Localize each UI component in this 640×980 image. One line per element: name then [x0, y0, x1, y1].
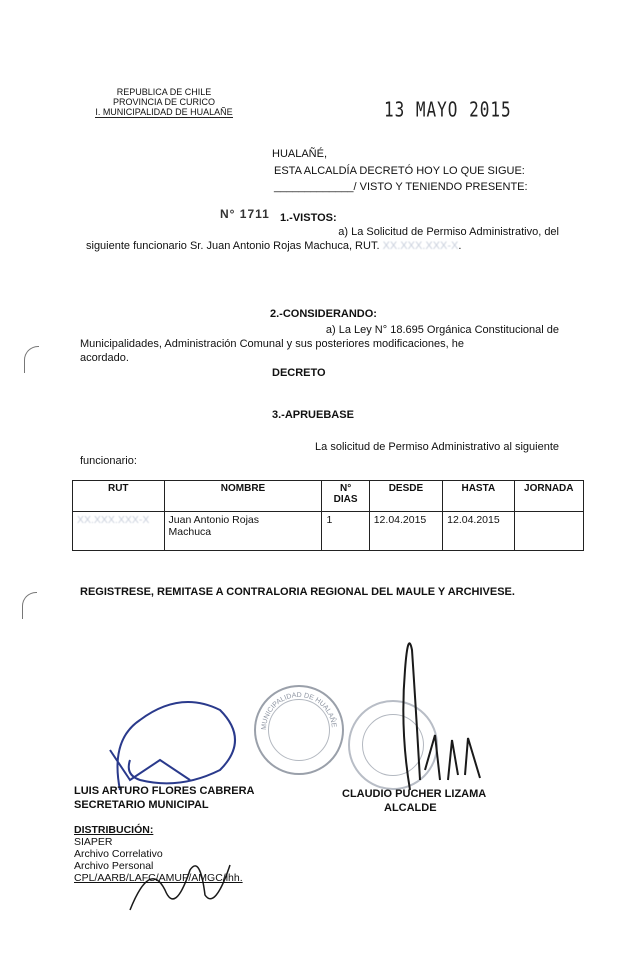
decreto-title: DECRETO: [272, 367, 326, 379]
intro-line1: ESTA ALCALDÍA DECRETÓ HOY LO QUE SIGUE:: [274, 165, 525, 177]
section2-title: 2.-CONSIDERANDO:: [270, 308, 377, 320]
decree-number-stamp: N° 1711: [220, 207, 270, 221]
permit-table: [72, 480, 584, 551]
intro-blank: _____________/: [274, 181, 357, 193]
section3-para-line2: funcionario:: [80, 455, 137, 467]
table-header-row: [73, 481, 584, 512]
cell-rut: XX.XXX.XXX-X: [73, 512, 165, 551]
cell-jornada: [514, 512, 583, 551]
distribution-item: SIAPER: [74, 836, 113, 848]
section1-para-line2: siguiente funcionario Sr. Juan Antonio Rojas Machuca, RUT.: [86, 240, 380, 252]
section1-para-end: .: [458, 240, 462, 252]
margin-punch-mark: [24, 346, 39, 373]
section2-para-line1: a) La Ley N° 18.695 Orgánica Constitucional de: [325, 324, 559, 336]
closing-statement: REGISTRESE, REMITASE A CONTRALORIA REGIONAL DEL MAULE Y ARCHIVESE.: [80, 586, 515, 598]
secretary-title: SECRETARIO MUNICIPAL: [74, 799, 209, 811]
intro-city: HUALAÑÉ,: [272, 148, 328, 160]
date-stamp: 13 MAYO 2015: [384, 97, 512, 122]
col-jornada: JORNADA: [514, 481, 583, 512]
col-nombre: NOMBRE: [164, 481, 322, 512]
distribution-item: Archivo Personal: [74, 860, 154, 872]
seal-text: MUNICIPALIDAD DE HUALAÑE: [260, 691, 337, 731]
col-desde: DESDE: [369, 481, 442, 512]
mayor-name: CLAUDIO PUCHER LIZAMA: [342, 788, 487, 800]
col-rut: RUT: [73, 481, 165, 512]
section1-title: 1.-VISTOS:: [280, 212, 337, 224]
mayor-title: ALCALDE: [384, 802, 437, 814]
section2-para-line3: acordado.: [80, 352, 129, 364]
distribution-title: DISTRIBUCIÓN:: [74, 824, 154, 836]
header-republic: REPUBLICA DE CHILE: [116, 87, 212, 97]
header-municipality: I. MUNICIPALIDAD DE HUALAÑE: [95, 107, 233, 117]
rut-redacted: XX.XXX.XXX-X: [382, 240, 459, 252]
section3-title: 3.-APRUEBASE: [272, 409, 354, 421]
margin-punch-mark: [22, 592, 37, 619]
mayor-signature: [330, 610, 500, 810]
header-block: [84, 87, 244, 118]
section3-para-line1: La solicitud de Permiso Administrativo al siguiente: [315, 441, 559, 453]
distribution-item: Archivo Correlativo: [74, 848, 163, 860]
svg-text:MUNICIPALIDAD DE HUALAÑE: [261, 692, 338, 730]
distribution-block: [74, 824, 243, 884]
intro-line2: VISTO Y TENIENDO PRESENTE:: [359, 181, 528, 193]
cell-hasta: 12.04.2015: [443, 512, 514, 551]
cell-dias: 1: [322, 512, 369, 551]
col-dias: N° DIAS: [322, 481, 369, 512]
header-province: PROVINCIA DE CURICO: [112, 97, 215, 107]
table-row: [73, 512, 584, 551]
section2-para-line2: Municipalidades, Administración Comunal y sus posteriores modificaciones, he: [80, 338, 464, 350]
cell-nombre: Juan Antonio Rojas Machuca: [164, 512, 322, 551]
col-hasta: HASTA: [443, 481, 514, 512]
distribution-item: CPL/AARB/LAFC/AMUF/AMGC/lhh.: [74, 872, 243, 884]
secretary-signature: [100, 680, 260, 800]
cell-desde: 12.04.2015: [369, 512, 442, 551]
secretary-name: LUIS ARTURO FLORES CABRERA: [74, 785, 255, 797]
section1-para-line1: a) La Solicitud de Permiso Administrativo, del: [338, 226, 559, 238]
